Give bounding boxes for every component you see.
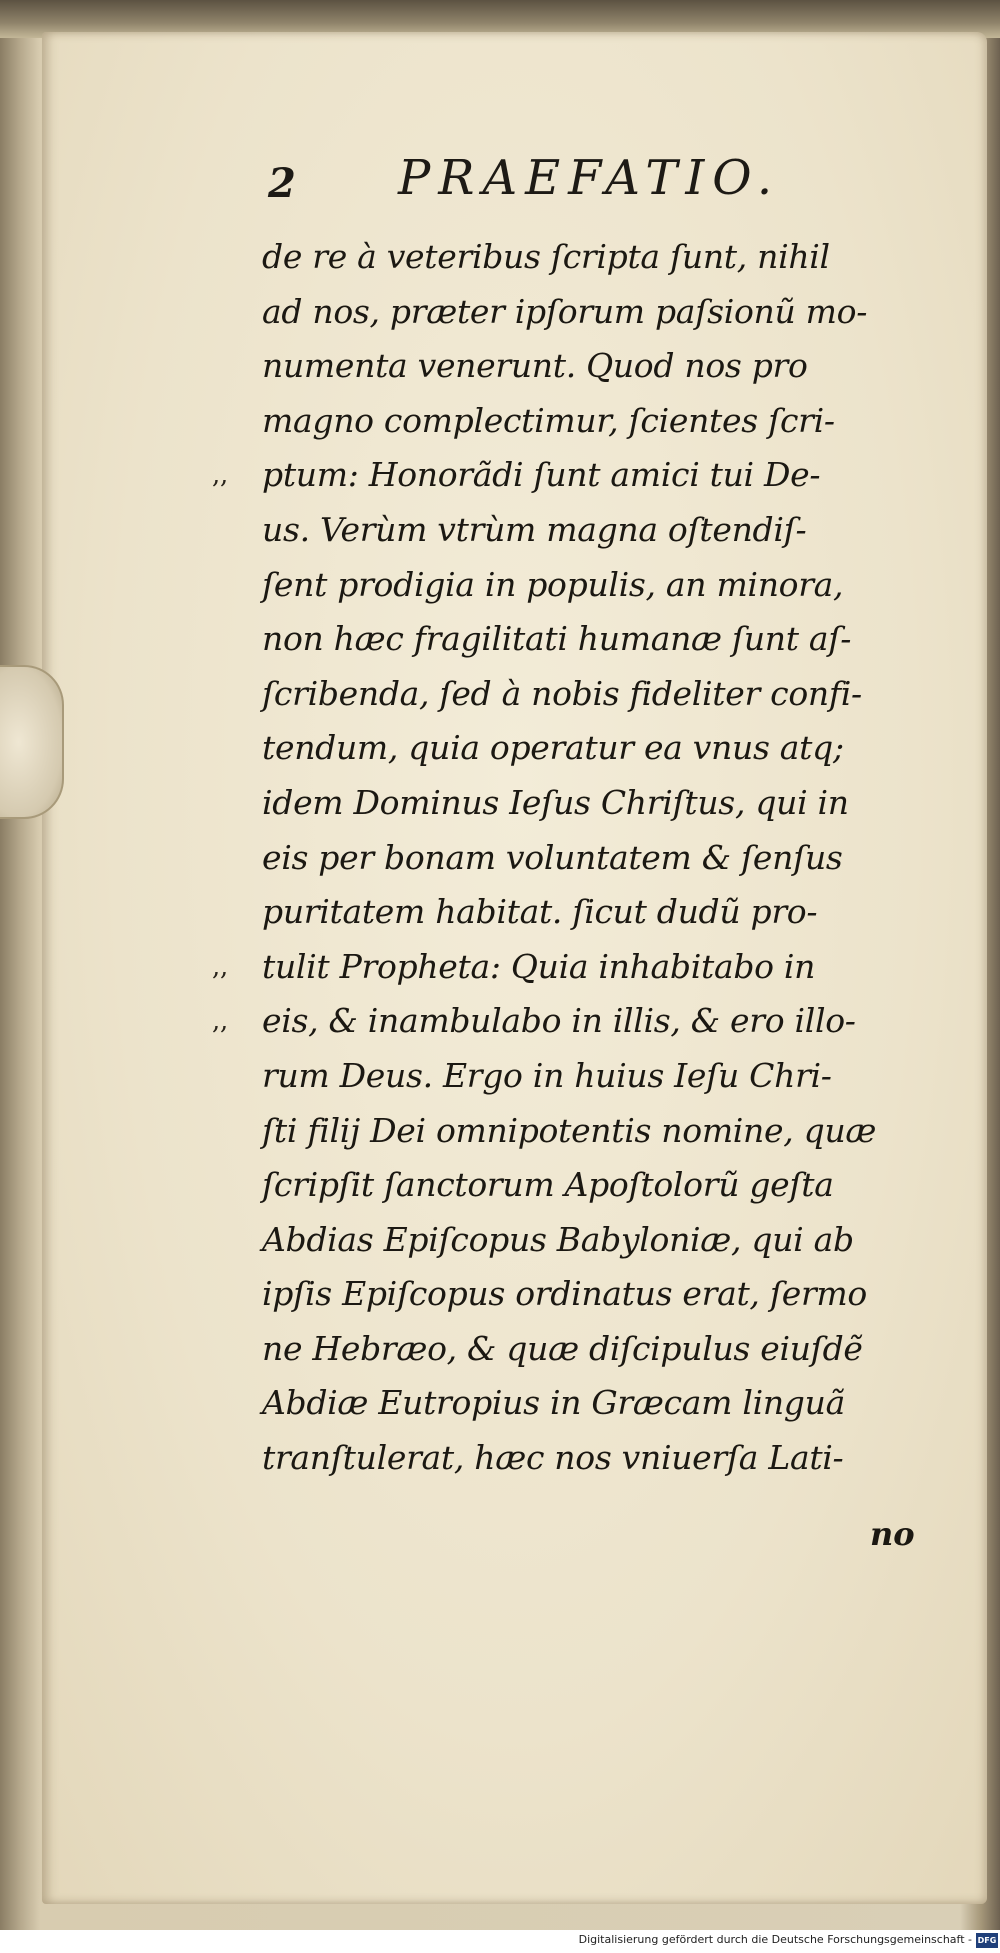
text-line-content: Abdias Epiſcopus Babyloniæ, qui ab bbox=[262, 1219, 854, 1259]
text-line-content: tranſtulerat, hæc nos vniuerſa Lati- bbox=[262, 1438, 844, 1478]
text-line bbox=[212, 940, 942, 995]
page-header bbox=[268, 150, 828, 210]
text-line bbox=[262, 339, 942, 394]
text-line-content: ſcripſit ſanctorum Apoſtolorũ geſta bbox=[262, 1165, 834, 1205]
text-line bbox=[262, 776, 942, 831]
text-line-content: ipſis Epiſcopus ordinatus erat, ſermo bbox=[262, 1274, 867, 1314]
text-line-content: ſent prodigia in populis, an minora, bbox=[262, 564, 844, 604]
text-line bbox=[262, 1376, 942, 1431]
clasp-tab bbox=[0, 665, 64, 819]
text-line-content: ad nos, præter ipſorum paſsionũ mo- bbox=[262, 291, 868, 331]
text-line-content: tulit Propheta: Quia inhabitabo in bbox=[262, 946, 816, 986]
footer-bar bbox=[0, 1930, 1000, 1953]
text-line bbox=[262, 667, 942, 722]
text-line-content: non hæc fragilitati humanæ ſunt aſ- bbox=[262, 619, 852, 659]
text-line bbox=[262, 394, 942, 449]
text-line bbox=[262, 1431, 942, 1486]
text-line-content: numenta venerunt. Quod nos pro bbox=[262, 346, 808, 386]
text-block bbox=[212, 230, 942, 1486]
text-line-content: Abdiæ Eutropius in Græcam linguã bbox=[262, 1383, 845, 1423]
text-line bbox=[262, 1322, 942, 1377]
text-line-content: idem Dominus Ieſus Chriſtus, qui in bbox=[262, 782, 849, 822]
text-line bbox=[262, 721, 942, 776]
quotation-margin-mark: ,, bbox=[212, 460, 228, 491]
text-line-content: de re à veteribus ſcripta ſunt, nihil bbox=[262, 237, 830, 276]
text-line bbox=[262, 503, 942, 558]
quotation-margin-mark: ,, bbox=[212, 951, 228, 982]
text-line-content: ne Hebræo, & quæ diſcipulus eiuſdẽ bbox=[262, 1328, 863, 1368]
text-line bbox=[262, 285, 942, 340]
text-line bbox=[262, 885, 942, 940]
digitization-credit: Digitalisierung gefördert durch die Deutsche Forschungsgemeinschaft - bbox=[578, 1933, 972, 1946]
text-line bbox=[262, 1213, 942, 1268]
text-line-content: ſti filij Dei omnipotentis nomine, quæ bbox=[262, 1110, 877, 1150]
text-line bbox=[262, 230, 942, 285]
quotation-margin-mark: ,, bbox=[212, 1006, 228, 1037]
text-line bbox=[262, 1049, 942, 1104]
text-line bbox=[262, 1158, 942, 1213]
page-number: 2 bbox=[268, 160, 296, 207]
text-line bbox=[262, 831, 942, 886]
text-line bbox=[262, 612, 942, 667]
text-line-content: eis per bonam voluntatem & ſenſus bbox=[262, 837, 843, 877]
text-line bbox=[212, 448, 942, 503]
text-line-content: magno complectimur, ſcientes ſcri- bbox=[262, 400, 835, 440]
text-line-content: us. Verùm vtrùm magna oſtendiſ- bbox=[262, 509, 807, 549]
text-line-content: ſcribenda, ſed à nobis fideliter confi- bbox=[262, 673, 862, 713]
text-line-content: tendum, quia operatur ea vnus atq; bbox=[262, 728, 844, 768]
text-line bbox=[262, 1104, 942, 1159]
running-head: PRAEFATIO. bbox=[398, 150, 781, 206]
text-line bbox=[262, 558, 942, 613]
text-line-content: ptum: Honorãdi ſunt amici tui De- bbox=[262, 455, 821, 495]
text-line-content: eis, & inambulabo in illis, & ero illo- bbox=[262, 1001, 856, 1041]
text-line bbox=[212, 994, 942, 1049]
dfg-logo: DFG bbox=[976, 1933, 998, 1948]
catchword: no bbox=[870, 1515, 915, 1553]
text-line-content: rum Deus. Ergo in huius Ieſu Chri- bbox=[262, 1055, 832, 1095]
text-line bbox=[262, 1267, 942, 1322]
text-line-content: puritatem habitat. ſicut dudũ pro- bbox=[262, 892, 818, 932]
